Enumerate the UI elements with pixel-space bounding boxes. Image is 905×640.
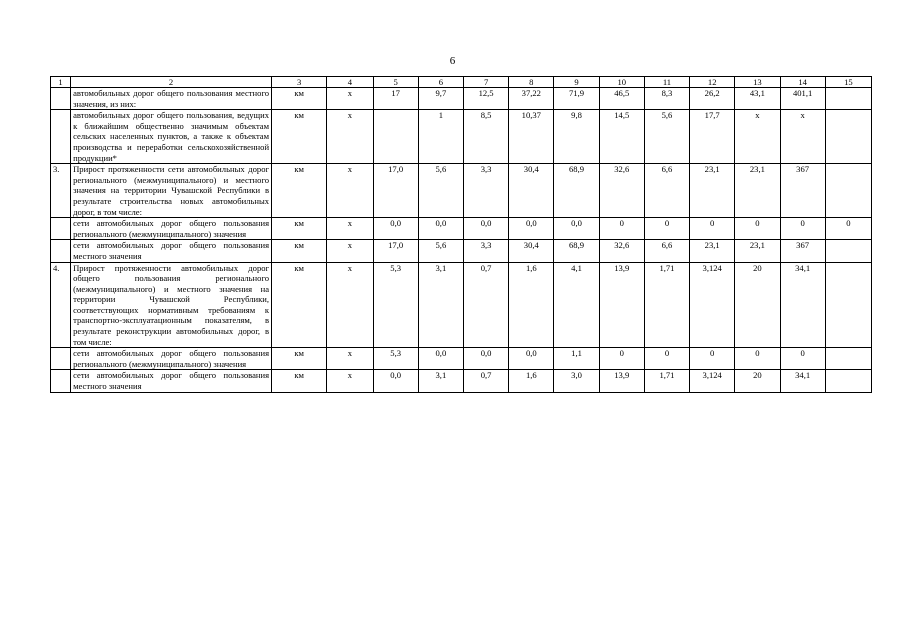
column-header: 13 <box>735 77 780 88</box>
value-cell <box>825 262 871 348</box>
value-cell: 34,1 <box>780 262 825 348</box>
value-cell: 71,9 <box>554 88 599 110</box>
value-cell: 17,0 <box>373 240 418 262</box>
value-cell: 3,1 <box>418 370 463 392</box>
table-row <box>51 110 872 164</box>
value-cell: 5,3 <box>373 262 418 348</box>
value-cell: х <box>780 110 825 164</box>
value-cell: 0,0 <box>373 218 418 240</box>
page-number: 6 <box>449 55 456 67</box>
value-cell: 0,0 <box>463 348 508 370</box>
value-cell: 23,1 <box>735 164 780 218</box>
value-cell: 68,9 <box>554 164 599 218</box>
row-number-cell <box>51 218 71 240</box>
value-cell: 0 <box>825 218 871 240</box>
table-row <box>51 370 872 392</box>
column-header: 8 <box>509 77 554 88</box>
unit-cell: км <box>272 218 327 240</box>
value-cell: 3,0 <box>554 370 599 392</box>
table-row <box>51 262 872 348</box>
value-cell: 0,0 <box>554 218 599 240</box>
indicator-name-cell: сети автомобильных дорог общего пользования регионального (межмуниципального) значения <box>71 348 272 370</box>
value-cell: 0 <box>735 348 780 370</box>
unit-cell: км <box>272 164 327 218</box>
base-value-cell: х <box>327 88 373 110</box>
value-cell: 6,6 <box>644 164 689 218</box>
base-value-cell: х <box>327 262 373 348</box>
value-cell: 14,5 <box>599 110 644 164</box>
value-cell <box>373 110 418 164</box>
value-cell: 20 <box>735 262 780 348</box>
unit-cell: км <box>272 88 327 110</box>
value-cell: 0 <box>599 348 644 370</box>
unit-cell: км <box>272 348 327 370</box>
value-cell: 367 <box>780 164 825 218</box>
value-cell: 1,6 <box>509 262 554 348</box>
value-cell: х <box>735 110 780 164</box>
value-cell <box>825 110 871 164</box>
indicator-name-cell: Прирост протяженности автомобильных дорог общего пользования регионального (межмуниципального) и местного значения на территории Чувашской Республики, соответствующих нормативным требованиям к транспортно-эксплуатационным показателям, в результате реконструкции автомобильных дорог, в том числе: <box>71 262 272 348</box>
column-header: 5 <box>373 77 418 88</box>
column-header: 15 <box>825 77 871 88</box>
value-cell: 1 <box>418 110 463 164</box>
value-cell: 26,2 <box>690 88 735 110</box>
value-cell: 0,0 <box>373 370 418 392</box>
value-cell: 20 <box>735 370 780 392</box>
value-cell <box>825 370 871 392</box>
value-cell: 6,6 <box>644 240 689 262</box>
value-cell: 32,6 <box>599 240 644 262</box>
base-value-cell: х <box>327 218 373 240</box>
column-header: 11 <box>644 77 689 88</box>
row-number-cell: 4. <box>51 262 71 348</box>
value-cell: 23,1 <box>735 240 780 262</box>
value-cell: 37,22 <box>509 88 554 110</box>
value-cell <box>825 88 871 110</box>
value-cell: 0,0 <box>418 348 463 370</box>
value-cell: 23,1 <box>690 240 735 262</box>
value-cell: 0 <box>690 348 735 370</box>
base-value-cell: х <box>327 370 373 392</box>
row-number-cell <box>51 240 71 262</box>
column-header: 1 <box>51 77 71 88</box>
value-cell: 17,0 <box>373 164 418 218</box>
value-cell: 0 <box>780 348 825 370</box>
indicator-name-cell: Прирост протяженности сети автомобильных дорог регионального (межмуниципального) и местного значения на территории Чувашской Республики в результате строительства новых автомобильных дорог, в том числе: <box>71 164 272 218</box>
column-header: 4 <box>327 77 373 88</box>
indicator-name-cell: сети автомобильных дорог общего пользования местного значения <box>71 240 272 262</box>
table-row <box>51 348 872 370</box>
value-cell: 0,0 <box>463 218 508 240</box>
column-header: 9 <box>554 77 599 88</box>
value-cell: 3,1 <box>418 262 463 348</box>
value-cell <box>825 240 871 262</box>
value-cell: 3,124 <box>690 262 735 348</box>
base-value-cell: х <box>327 164 373 218</box>
row-number-cell <box>51 348 71 370</box>
value-cell <box>825 348 871 370</box>
table-row <box>51 88 872 110</box>
indicator-name-cell: сети автомобильных дорог общего пользования местного значения <box>71 370 272 392</box>
table-row <box>51 164 872 218</box>
value-cell: 1,6 <box>509 370 554 392</box>
value-cell: 0 <box>690 218 735 240</box>
value-cell: 367 <box>780 240 825 262</box>
value-cell: 5,3 <box>373 348 418 370</box>
row-number-cell <box>51 110 71 164</box>
column-header: 10 <box>599 77 644 88</box>
value-cell: 30,4 <box>509 164 554 218</box>
unit-cell: км <box>272 110 327 164</box>
value-cell: 1,71 <box>644 262 689 348</box>
value-cell: 0 <box>599 218 644 240</box>
column-header: 3 <box>272 77 327 88</box>
value-cell: 0,7 <box>463 262 508 348</box>
unit-cell: км <box>272 240 327 262</box>
column-header: 2 <box>71 77 272 88</box>
row-number-cell: 3. <box>51 164 71 218</box>
value-cell: 23,1 <box>690 164 735 218</box>
value-cell: 3,124 <box>690 370 735 392</box>
value-cell: 0 <box>780 218 825 240</box>
value-cell: 12,5 <box>463 88 508 110</box>
value-cell: 0 <box>735 218 780 240</box>
indicator-name-cell: автомобильных дорог общего пользования, ведущих к ближайшим общественно значимым объектам сельских населенных пунктов, а также к объектам производства и переработки сельскохозяйственной продукции* <box>71 110 272 164</box>
value-cell: 5,6 <box>418 240 463 262</box>
indicator-name-cell: сети автомобильных дорог общего пользования регионального (межмуниципального) значения <box>71 218 272 240</box>
value-cell: 32,6 <box>599 164 644 218</box>
value-cell: 1,1 <box>554 348 599 370</box>
unit-cell: км <box>272 370 327 392</box>
value-cell: 13,9 <box>599 370 644 392</box>
indicator-name-cell: автомобильных дорог общего пользования местного значения, из них: <box>71 88 272 110</box>
table-row <box>51 240 872 262</box>
value-cell: 1,71 <box>644 370 689 392</box>
value-cell: 3,3 <box>463 240 508 262</box>
value-cell: 0,7 <box>463 370 508 392</box>
indicators-table <box>50 76 872 393</box>
unit-cell: км <box>272 262 327 348</box>
value-cell: 0 <box>644 348 689 370</box>
base-value-cell: х <box>327 240 373 262</box>
value-cell: 9,7 <box>418 88 463 110</box>
value-cell: 5,6 <box>644 110 689 164</box>
value-cell <box>825 164 871 218</box>
column-header: 14 <box>780 77 825 88</box>
value-cell: 8,5 <box>463 110 508 164</box>
value-cell: 4,1 <box>554 262 599 348</box>
value-cell: 17 <box>373 88 418 110</box>
value-cell: 8,3 <box>644 88 689 110</box>
value-cell: 5,6 <box>418 164 463 218</box>
value-cell: 3,3 <box>463 164 508 218</box>
value-cell: 17,7 <box>690 110 735 164</box>
value-cell: 43,1 <box>735 88 780 110</box>
column-header: 7 <box>463 77 508 88</box>
value-cell: 46,5 <box>599 88 644 110</box>
value-cell: 10,37 <box>509 110 554 164</box>
value-cell: 0 <box>644 218 689 240</box>
value-cell: 9,8 <box>554 110 599 164</box>
column-number-row <box>51 77 872 88</box>
value-cell: 0,0 <box>509 218 554 240</box>
row-number-cell <box>51 88 71 110</box>
row-number-cell <box>51 370 71 392</box>
table-row <box>51 218 872 240</box>
value-cell: 0,0 <box>509 348 554 370</box>
column-header: 6 <box>418 77 463 88</box>
base-value-cell: х <box>327 110 373 164</box>
base-value-cell: х <box>327 348 373 370</box>
value-cell: 34,1 <box>780 370 825 392</box>
value-cell: 13,9 <box>599 262 644 348</box>
value-cell: 401,1 <box>780 88 825 110</box>
value-cell: 0,0 <box>418 218 463 240</box>
value-cell: 68,9 <box>554 240 599 262</box>
column-header: 12 <box>690 77 735 88</box>
value-cell: 30,4 <box>509 240 554 262</box>
